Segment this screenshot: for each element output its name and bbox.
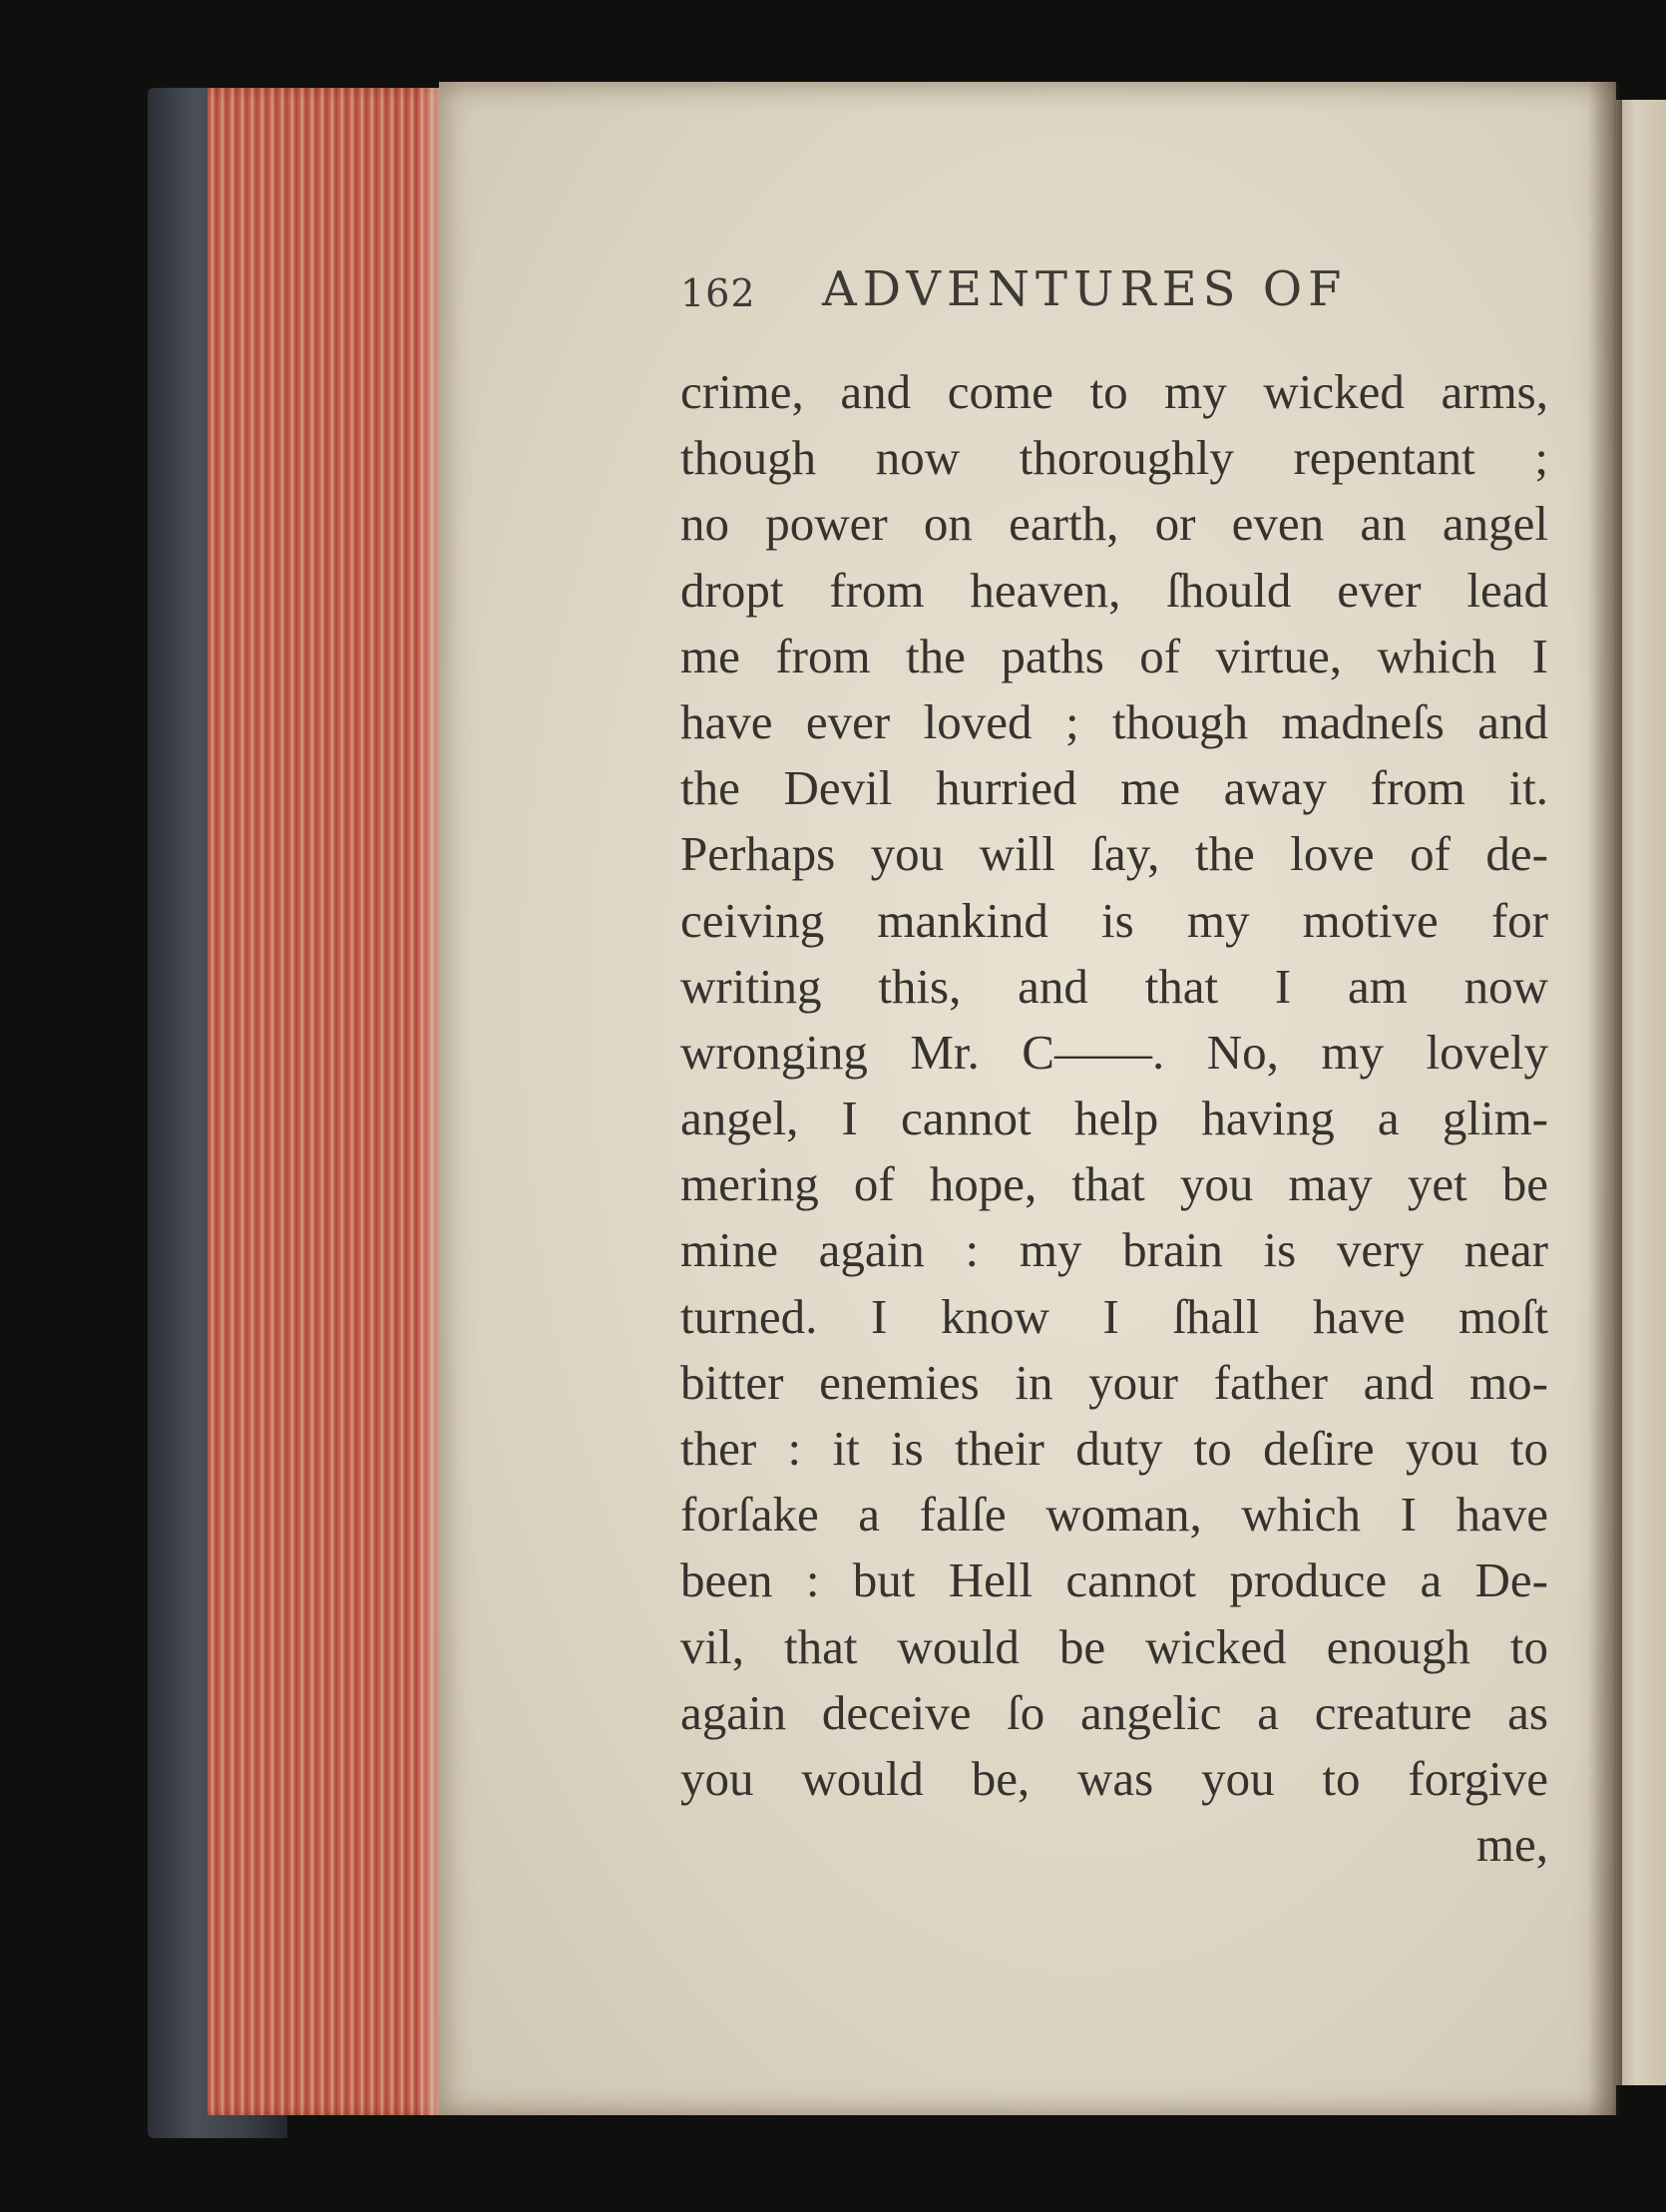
text-line: forſake a falſe woman, which I have xyxy=(680,1487,1548,1543)
text-line: have ever loved ; though madneſs and xyxy=(680,693,1548,749)
text-line: Perhaps you will ſay, the love of de- xyxy=(680,826,1548,882)
text-line: me from the paths of virtue, which I xyxy=(680,628,1548,683)
page-number: 162 xyxy=(680,271,756,315)
text-line: ther : it is their duty to deſire you to xyxy=(680,1421,1548,1476)
text-line: mine again : my brain is very near xyxy=(680,1222,1548,1278)
text-line: dropt from heaven, ſhould ever lead xyxy=(680,562,1548,618)
gutter-shadow xyxy=(1588,82,1622,2115)
page-header xyxy=(680,261,1439,331)
text-line: though now thoroughly repentant ; xyxy=(680,430,1548,486)
running-title: ADVENTURES OF xyxy=(822,261,1348,317)
text-line: the Devil hurried me away from it. xyxy=(680,760,1548,816)
text-line: no power on earth, or even an angel xyxy=(680,496,1548,552)
body-text xyxy=(680,359,1548,1878)
text-line: again deceive ſo angelic a creature as xyxy=(680,1684,1548,1740)
text-line: writing this, and that I am now xyxy=(680,958,1548,1014)
text-line: been : but Hell cannot produce a De- xyxy=(680,1552,1548,1608)
text-line: you would be, was you to forgive xyxy=(680,1750,1548,1806)
text-line: vil, that would be wicked enough to xyxy=(680,1618,1548,1674)
text-line: mering of hope, that you may yet be xyxy=(680,1156,1548,1212)
page-edges xyxy=(208,88,447,2115)
text-line: wronging Mr. C——. No, my lovely xyxy=(680,1024,1548,1080)
facing-page-edge xyxy=(1616,100,1666,2085)
catchword: me, xyxy=(1475,1817,1548,1873)
text-line: turned. I know I ſhall have moſt xyxy=(680,1288,1548,1344)
text-line: crime, and come to my wicked arms, xyxy=(680,364,1548,419)
text-line: bitter enemies in your father and mo- xyxy=(680,1354,1548,1410)
text-line: ceiving mankind is my motive for xyxy=(680,892,1548,948)
text-line: angel, I cannot help having a glim- xyxy=(680,1091,1548,1146)
